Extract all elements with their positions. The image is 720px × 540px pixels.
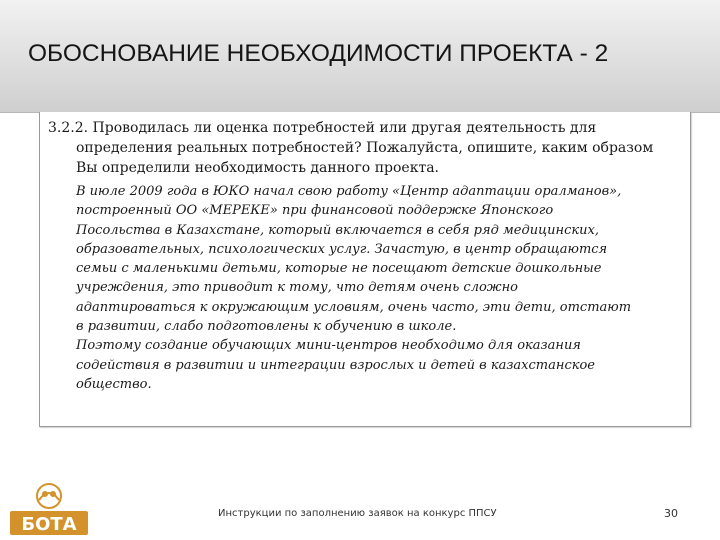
logo-emblem-icon (37, 484, 61, 508)
question-line-1: Проводилась ли оценка потребностей или другая деятельность для (92, 120, 597, 136)
answer-line: Посольства в Казахстане, который включается в себя ряд медицинских, (76, 222, 599, 238)
question-line-2: определения реальных потребностей? Пожалуйста, опишите, каким образом (76, 140, 654, 156)
answer-line: учреждения, это приводит к тому, что детям очень сложно (76, 280, 518, 296)
footer-text: Инструкции по заполнению заявок на конкурс ППСУ (218, 508, 497, 519)
slide-header (0, 0, 720, 113)
content-box (39, 112, 691, 427)
question-line-3: Вы определили необходимость данного проекта. (76, 160, 439, 176)
page-number: 30 (664, 507, 678, 520)
question-block (48, 118, 676, 178)
answer-line: образовательных, психологических услуг. Зачастую, в центр обращаются (76, 241, 608, 257)
answer-line: общество. (76, 376, 152, 392)
question-number: 3.2.2. (48, 120, 89, 136)
answer-line: адаптироваться к окружающим условиям, очень часто, эти дети, отстают (76, 299, 632, 315)
bota-logo (8, 480, 90, 538)
logo-text: БОТА (21, 514, 77, 535)
answer-line: содействия в развитии и интеграции взрослых и детей в казахстанское (76, 357, 596, 373)
slide-title: ОБОСНОВАНИЕ НЕОБХОДИМОСТИ ПРОЕКТА - 2 (28, 40, 609, 67)
answer-line: в развитии, слабо подготовлены к обучению в школе. (76, 319, 457, 335)
answer-line: семьи с маленькими детьми, которые не посещают детские дошкольные (76, 261, 602, 277)
answer-line: В июле 2009 года в ЮКО начал свою работу «Центр адаптации оралманов», (76, 184, 622, 199)
answer-line: построенный ОО «МЕРЕКЕ» при финансовой поддержке Японского (76, 203, 554, 219)
answer-block (76, 182, 686, 394)
answer-line: Поэтому создание обучающих мини-центров необходимо для оказания (76, 338, 581, 354)
